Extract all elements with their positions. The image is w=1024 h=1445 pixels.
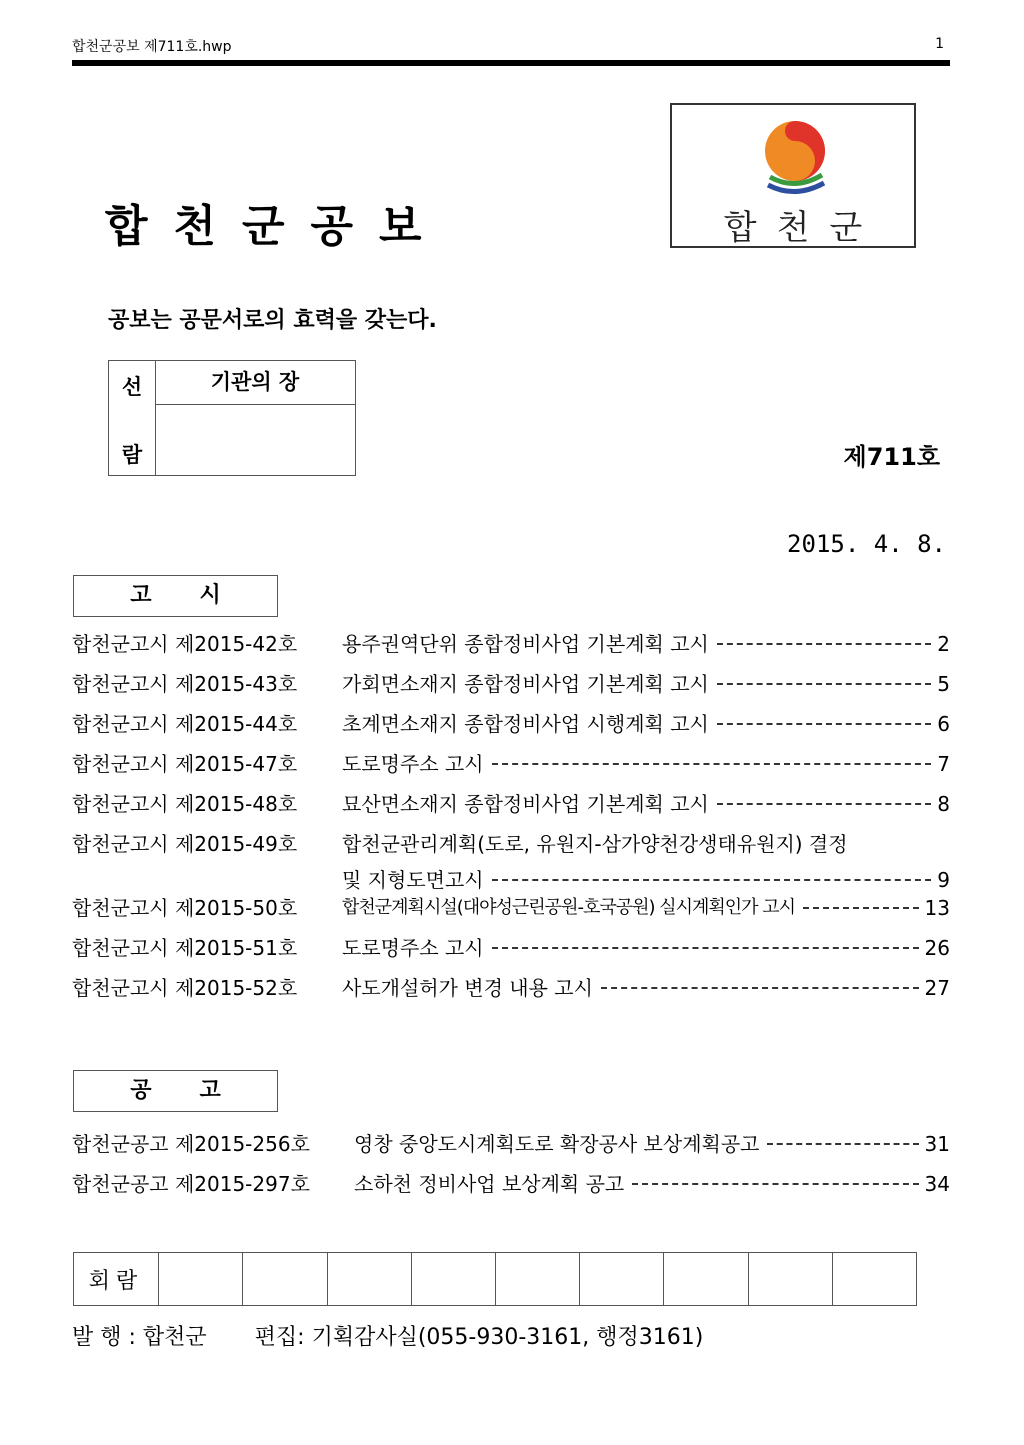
notice-page: 7 xyxy=(937,752,950,776)
announcement-title: 영창 중앙도시계획도로 확장공사 보상계획공고 xyxy=(354,1132,760,1156)
notice-title: 도로명주소 고시 xyxy=(342,936,484,960)
issue-date: 2015. 4. 8. xyxy=(787,530,946,558)
list-item[interactable] xyxy=(72,672,950,712)
notice-title-continued: 및 지형도면고시 xyxy=(342,868,484,892)
issue-number: 제711호 xyxy=(843,443,940,471)
notice-page: 26 xyxy=(924,936,950,960)
list-item[interactable] xyxy=(72,632,950,672)
notice-number: 합천군고시 제2015-52호 xyxy=(72,976,298,1000)
review-cell xyxy=(495,1253,579,1306)
notice-number: 합천군고시 제2015-47호 xyxy=(72,752,298,776)
list-item[interactable] xyxy=(72,792,950,832)
section-heading-notices: 고시 xyxy=(73,575,278,617)
list-item[interactable] xyxy=(72,1172,950,1212)
review-cell xyxy=(832,1253,916,1306)
notice-number: 합천군고시 제2015-50호 xyxy=(72,896,298,920)
page-number: 1 xyxy=(935,36,944,52)
announcement-page: 34 xyxy=(924,1172,950,1196)
tagline: 공보는 공문서로의 효력을 갖는다. xyxy=(108,308,437,333)
notice-list xyxy=(72,632,950,1016)
review-cell xyxy=(159,1253,243,1306)
circulation-box xyxy=(108,360,356,476)
notice-title: 합천군관리계획(도로, 유원지-삼가양천강생태유원지) 결정 xyxy=(342,832,848,856)
review-cell xyxy=(327,1253,411,1306)
announcement-number: 합천군공고 제2015-297호 xyxy=(72,1172,310,1196)
notice-title: 묘산면소재지 종합정비사업 기본계획 고시 xyxy=(342,792,709,816)
circulation-label-bottom: 람 xyxy=(121,443,143,467)
notice-title: 초계면소재지 종합정비사업 시행계획 고시 xyxy=(342,712,709,736)
review-cell xyxy=(664,1253,748,1306)
review-cell xyxy=(243,1253,327,1306)
publisher: 발 행 : 합천군 xyxy=(72,1325,207,1350)
list-item[interactable] xyxy=(72,752,950,792)
notice-title: 합천군계획시설(대야성근린공원-호국공원) 실시계획인가 고시 xyxy=(342,897,796,918)
review-label: 회람 xyxy=(74,1253,159,1306)
notice-title: 가회면소재지 종합정비사업 기본계획 고시 xyxy=(342,672,709,696)
notice-number: 합천군고시 제2015-43호 xyxy=(72,672,298,696)
notice-page: 5 xyxy=(937,672,950,696)
editor-contact: 편집: 기획감사실(055-930-3161, 행정3161) xyxy=(254,1325,704,1350)
notice-page: 27 xyxy=(924,976,950,1000)
notice-number: 합천군고시 제2015-48호 xyxy=(72,792,298,816)
county-emblem-icon xyxy=(750,111,840,201)
notice-page: 6 xyxy=(937,712,950,736)
list-item[interactable] xyxy=(72,712,950,752)
notice-number: 합천군고시 제2015-42호 xyxy=(72,632,298,656)
section-heading-announcements: 공고 xyxy=(73,1070,278,1112)
notice-page: 13 xyxy=(924,896,950,920)
circulation-label-top: 선 xyxy=(121,375,143,399)
notice-number: 합천군고시 제2015-51호 xyxy=(72,936,298,960)
review-cell xyxy=(580,1253,664,1306)
list-item[interactable] xyxy=(72,832,950,896)
notice-number: 합천군고시 제2015-49호 xyxy=(72,832,298,856)
announcement-list xyxy=(72,1132,950,1212)
list-item[interactable] xyxy=(72,896,950,936)
review-cell xyxy=(411,1253,495,1306)
header-rule xyxy=(72,60,950,66)
notice-page: 9 xyxy=(937,868,950,892)
notice-title: 사도개설허가 변경 내용 고시 xyxy=(342,976,593,1000)
notice-number: 합천군고시 제2015-44호 xyxy=(72,712,298,736)
page-title: 합천군공보 xyxy=(105,201,448,252)
publisher-footer xyxy=(72,1320,703,1351)
circulation-header: 기관의 장 xyxy=(155,361,355,405)
list-item[interactable] xyxy=(72,976,950,1016)
review-table xyxy=(73,1252,917,1306)
list-item[interactable] xyxy=(72,1132,950,1172)
document-filename: 합천군공보 제711호.hwp xyxy=(72,39,232,55)
announcement-title: 소하천 정비사업 보상계획 공고 xyxy=(354,1172,625,1196)
notice-title: 도로명주소 고시 xyxy=(342,752,484,776)
logo-caption: 합천군 xyxy=(723,208,883,248)
announcement-page: 31 xyxy=(924,1132,950,1156)
announcement-number: 합천군공고 제2015-256호 xyxy=(72,1132,310,1156)
review-cell xyxy=(748,1253,832,1306)
notice-title: 용주권역단위 종합정비사업 기본계획 고시 xyxy=(342,632,709,656)
list-item[interactable] xyxy=(72,936,950,976)
county-logo xyxy=(670,103,916,248)
notice-page: 2 xyxy=(937,632,950,656)
notice-page: 8 xyxy=(937,792,950,816)
